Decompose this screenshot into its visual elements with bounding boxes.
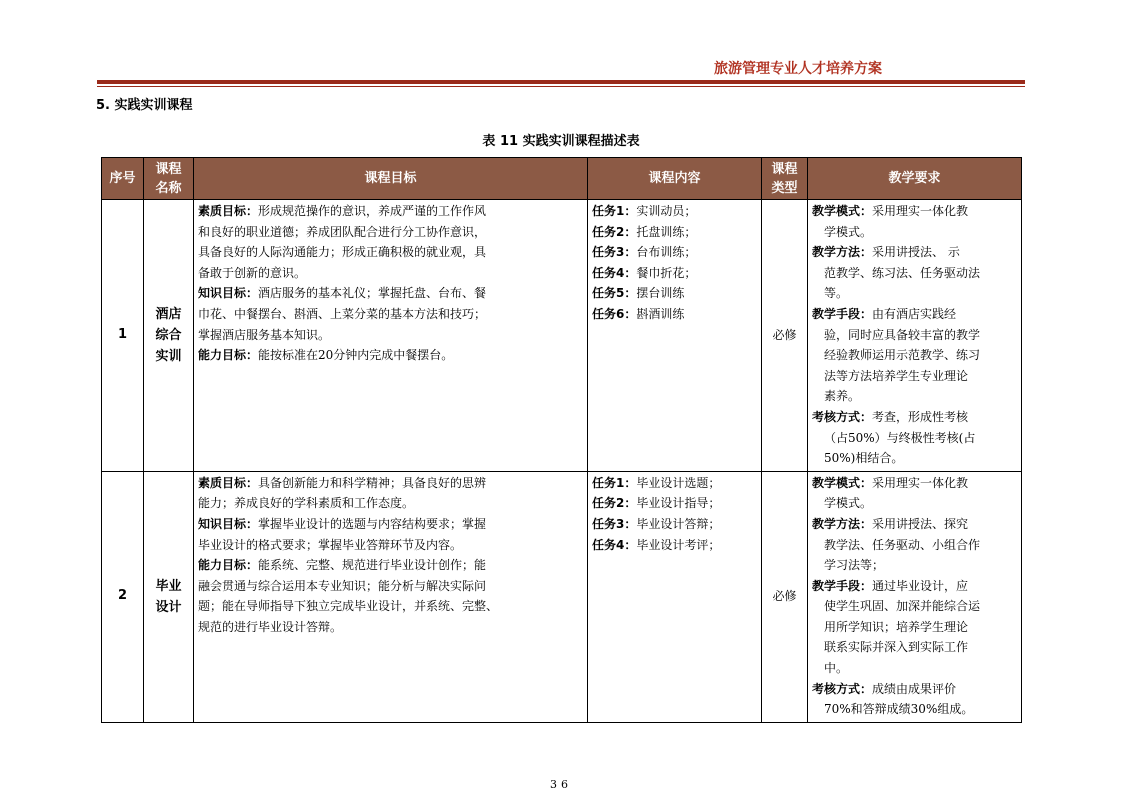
- requirement-text: 等。: [824, 286, 849, 301]
- requirement-line: [812, 366, 1017, 387]
- page-number: 36: [550, 778, 572, 791]
- course-name: [144, 471, 194, 722]
- header-name-line: 名称: [155, 180, 182, 196]
- requirement-text: 考查，形成性考核: [872, 409, 969, 424]
- task-text: 毕业设计答辩；: [636, 516, 721, 531]
- task-item: [592, 493, 757, 514]
- requirement-line: [812, 596, 1017, 617]
- goal-text: 能力；养成良好的学科素质和工作态度。: [198, 496, 415, 511]
- header-type-line: 类型: [771, 180, 798, 196]
- goal-line: [198, 242, 583, 263]
- goal-text: 形成规范操作的意识，养成严谨的工作作风: [258, 204, 487, 218]
- course-goals: [194, 200, 588, 472]
- requirement-line: [812, 407, 1017, 428]
- requirement-line: [812, 386, 1017, 407]
- requirement-label: 教学方法：: [812, 516, 873, 531]
- task-text: 毕业设计选题；: [636, 475, 721, 490]
- goal-text: 备敢于创新的意识。: [198, 265, 307, 280]
- task-item: [592, 473, 757, 494]
- requirement-line: [812, 201, 1017, 222]
- goal-line: [198, 576, 583, 597]
- task-label: 任务3：: [592, 516, 637, 531]
- requirement-line: [812, 428, 1017, 449]
- goal-line: [198, 617, 583, 638]
- task-text: 台布训练；: [636, 245, 697, 260]
- task-item: [592, 242, 757, 263]
- goal-text: 具备创新能力和科学精神；具备良好的思辨: [258, 475, 487, 490]
- table-body: [102, 200, 1022, 723]
- requirement-line: [812, 514, 1017, 535]
- task-item: [592, 304, 757, 325]
- row-number: 2: [102, 471, 144, 722]
- task-label: 任务2：: [592, 224, 637, 239]
- requirement-line: [812, 576, 1017, 597]
- table-row: [102, 200, 1022, 472]
- requirement-text: 法等方法培养学生专业理论: [824, 368, 969, 383]
- course-goals: [194, 471, 588, 722]
- requirement-line: [812, 617, 1017, 638]
- goal-label: 素质目标：: [198, 475, 259, 490]
- requirement-text: 使学生巩固、加深并能综合运: [824, 599, 981, 614]
- teaching-requirements-text: [808, 200, 1021, 471]
- task-label: 任务4：: [592, 265, 637, 280]
- requirement-label: 教学方法：: [812, 245, 873, 260]
- requirement-line: [812, 325, 1017, 346]
- requirement-text: 70%和答辩成绩30%组成。: [824, 702, 974, 717]
- course-name: [144, 200, 194, 472]
- task-text: 毕业设计考评；: [636, 537, 721, 552]
- requirement-text: 中。: [824, 661, 849, 676]
- table-header-row: [102, 158, 1022, 200]
- requirement-line: [812, 242, 1017, 263]
- goal-text: 能按标准在20分钟内完成中餐摆台。: [258, 348, 454, 363]
- requirement-text: （占50%）与终极性考核(占: [824, 430, 976, 445]
- course-name-line: 酒店: [155, 306, 182, 322]
- goal-text: 掌握酒店服务基本知识。: [198, 327, 331, 342]
- header-rule-thick: [97, 80, 1025, 84]
- requirement-text: 成绩由成果评价: [872, 681, 957, 696]
- course-content: [588, 200, 762, 472]
- requirement-line: [812, 699, 1017, 720]
- course-name-line: 实训: [155, 348, 182, 364]
- row-number: 1: [102, 200, 144, 472]
- teaching-requirements-text: [808, 472, 1021, 722]
- requirement-text: 用所学知识；培养学生理论: [824, 619, 969, 634]
- requirement-text: 采用理实一体化教: [872, 204, 969, 218]
- requirement-line: [812, 493, 1017, 514]
- requirement-line: [812, 222, 1017, 243]
- requirement-text: 学习法等；: [824, 558, 885, 573]
- task-text: 餐巾折花；: [636, 265, 697, 280]
- course-goals-text: [194, 200, 587, 368]
- goal-line: [198, 201, 583, 222]
- header-goal: 课程目标: [194, 158, 588, 200]
- task-label: 任务3：: [592, 245, 637, 260]
- requirement-text: 素养。: [824, 389, 861, 404]
- header-requirement: 教学要求: [808, 158, 1022, 200]
- goal-line: [198, 514, 583, 535]
- requirement-label: 考核方式：: [812, 681, 873, 696]
- task-item: [592, 263, 757, 284]
- requirement-line: [812, 555, 1017, 576]
- goal-label: 知识目标：: [198, 286, 259, 301]
- course-name-line: 设计: [155, 599, 182, 615]
- goal-line: [198, 325, 583, 346]
- task-item: [592, 283, 757, 304]
- document-header-title: 旅游管理专业人才培养方案: [714, 61, 882, 77]
- task-text: 摆台训练: [636, 286, 685, 301]
- teaching-requirements: [808, 200, 1022, 472]
- teaching-requirements: [808, 471, 1022, 722]
- task-item: [592, 201, 757, 222]
- task-label: 任务1：: [592, 204, 637, 218]
- task-item: [592, 535, 757, 556]
- requirement-line: [812, 473, 1017, 494]
- table-caption: 表 11 实践实训课程描述表: [482, 134, 640, 149]
- goal-text: 酒店服务的基本礼仪；掌握托盘、台布、餐: [258, 286, 487, 301]
- goal-line: [198, 283, 583, 304]
- table-row: [102, 471, 1022, 722]
- course-table: [101, 157, 1022, 723]
- requirement-label: 考核方式：: [812, 409, 873, 424]
- goal-line: [198, 222, 583, 243]
- header-type-line: 课程: [771, 161, 798, 177]
- requirement-label: 教学模式：: [812, 204, 873, 218]
- requirement-text: 通过毕业设计，应: [872, 578, 969, 593]
- course-task-list: [588, 472, 761, 557]
- goal-text: 具备良好的人际沟通能力；形成正确积极的就业观，具: [198, 245, 487, 260]
- header-type: [762, 158, 808, 200]
- goal-text: 巾花、中餐摆台、斟酒、上菜分菜的基本方法和技巧；: [198, 306, 487, 321]
- requirement-line: [812, 679, 1017, 700]
- requirement-text: 验，同时应具备较丰富的教学: [824, 327, 981, 342]
- requirement-text: 50%)相结合。: [824, 451, 904, 466]
- task-item: [592, 514, 757, 535]
- requirement-text: 采用讲授法、探究: [872, 516, 969, 531]
- task-text: 斟酒训练: [636, 306, 685, 321]
- goal-line: [198, 555, 583, 576]
- course-type: 必修: [762, 200, 808, 472]
- goal-label: 能力目标：: [198, 558, 259, 573]
- goal-line: [198, 535, 583, 556]
- requirement-text: 采用理实一体化教: [872, 475, 969, 490]
- goal-line: [198, 473, 583, 494]
- task-text: 实训动员；: [636, 204, 697, 218]
- course-content: [588, 471, 762, 722]
- header-content: 课程内容: [588, 158, 762, 200]
- goal-text: 题；能在导师指导下独立完成毕业设计，并系统、完整、: [198, 599, 499, 614]
- header-name-line: 课程: [155, 161, 182, 177]
- task-label: 任务5：: [592, 286, 637, 301]
- task-label: 任务2：: [592, 496, 637, 511]
- task-label: 任务6：: [592, 306, 637, 321]
- goal-label: 知识目标：: [198, 516, 259, 531]
- goal-label: 能力目标：: [198, 348, 259, 363]
- requirement-line: [812, 304, 1017, 325]
- task-label: 任务1：: [592, 475, 637, 490]
- goal-line: [198, 596, 583, 617]
- requirement-text: 学模式。: [824, 496, 873, 511]
- header-name: [144, 158, 194, 200]
- requirement-line: [812, 535, 1017, 556]
- requirement-label: 教学模式：: [812, 475, 873, 490]
- goal-label: 素质目标：: [198, 204, 259, 218]
- goal-text: 规范的进行毕业设计答辩。: [198, 619, 343, 634]
- goal-line: [198, 304, 583, 325]
- requirement-text: 联系实际并深入到实际工作: [824, 640, 969, 655]
- course-task-list: [588, 200, 761, 327]
- course-name-line: 综合: [155, 327, 182, 343]
- requirement-text: 由有酒店实践经: [872, 306, 957, 321]
- requirement-line: [812, 658, 1017, 679]
- task-text: 毕业设计指导；: [636, 496, 721, 511]
- section-heading: 5. 实践实训课程: [96, 98, 193, 113]
- goal-text: 毕业设计的格式要求；掌握毕业答辩环节及内容。: [198, 537, 463, 552]
- requirement-line: [812, 263, 1017, 284]
- requirement-text: 教学法、任务驱动、小组合作: [824, 537, 981, 552]
- goal-text: 能系统、完整、规范进行毕业设计创作；能: [258, 558, 487, 573]
- goal-line: [198, 345, 583, 366]
- goal-text: 掌握毕业设计的选题与内容结构要求；掌握: [258, 516, 487, 531]
- goal-line: [198, 263, 583, 284]
- requirement-line: [812, 637, 1017, 658]
- requirement-text: 范教学、练习法、任务驱动法: [824, 265, 981, 280]
- goal-text: 和良好的职业道德；养成团队配合进行分工协作意识，: [198, 224, 487, 239]
- goal-line: [198, 493, 583, 514]
- requirement-text: 采用讲授法、 示: [872, 245, 960, 260]
- requirement-line: [812, 345, 1017, 366]
- requirement-text: 学模式。: [824, 224, 873, 239]
- requirement-line: [812, 283, 1017, 304]
- course-goals-text: [194, 472, 587, 640]
- requirement-text: 经验教师运用示范教学、练习: [824, 348, 981, 363]
- course-type: 必修: [762, 471, 808, 722]
- course-name-line: 毕业: [155, 578, 182, 594]
- task-item: [592, 222, 757, 243]
- requirement-line: [812, 448, 1017, 469]
- goal-text: 融会贯通与综合运用本专业知识；能分析与解决实际问: [198, 578, 487, 593]
- requirement-label: 教学手段：: [812, 306, 873, 321]
- header-num: 序号: [102, 158, 144, 200]
- task-text: 托盘训练；: [636, 224, 697, 239]
- task-label: 任务4：: [592, 537, 637, 552]
- requirement-label: 教学手段：: [812, 578, 873, 593]
- header-rule-thin: [97, 86, 1025, 87]
